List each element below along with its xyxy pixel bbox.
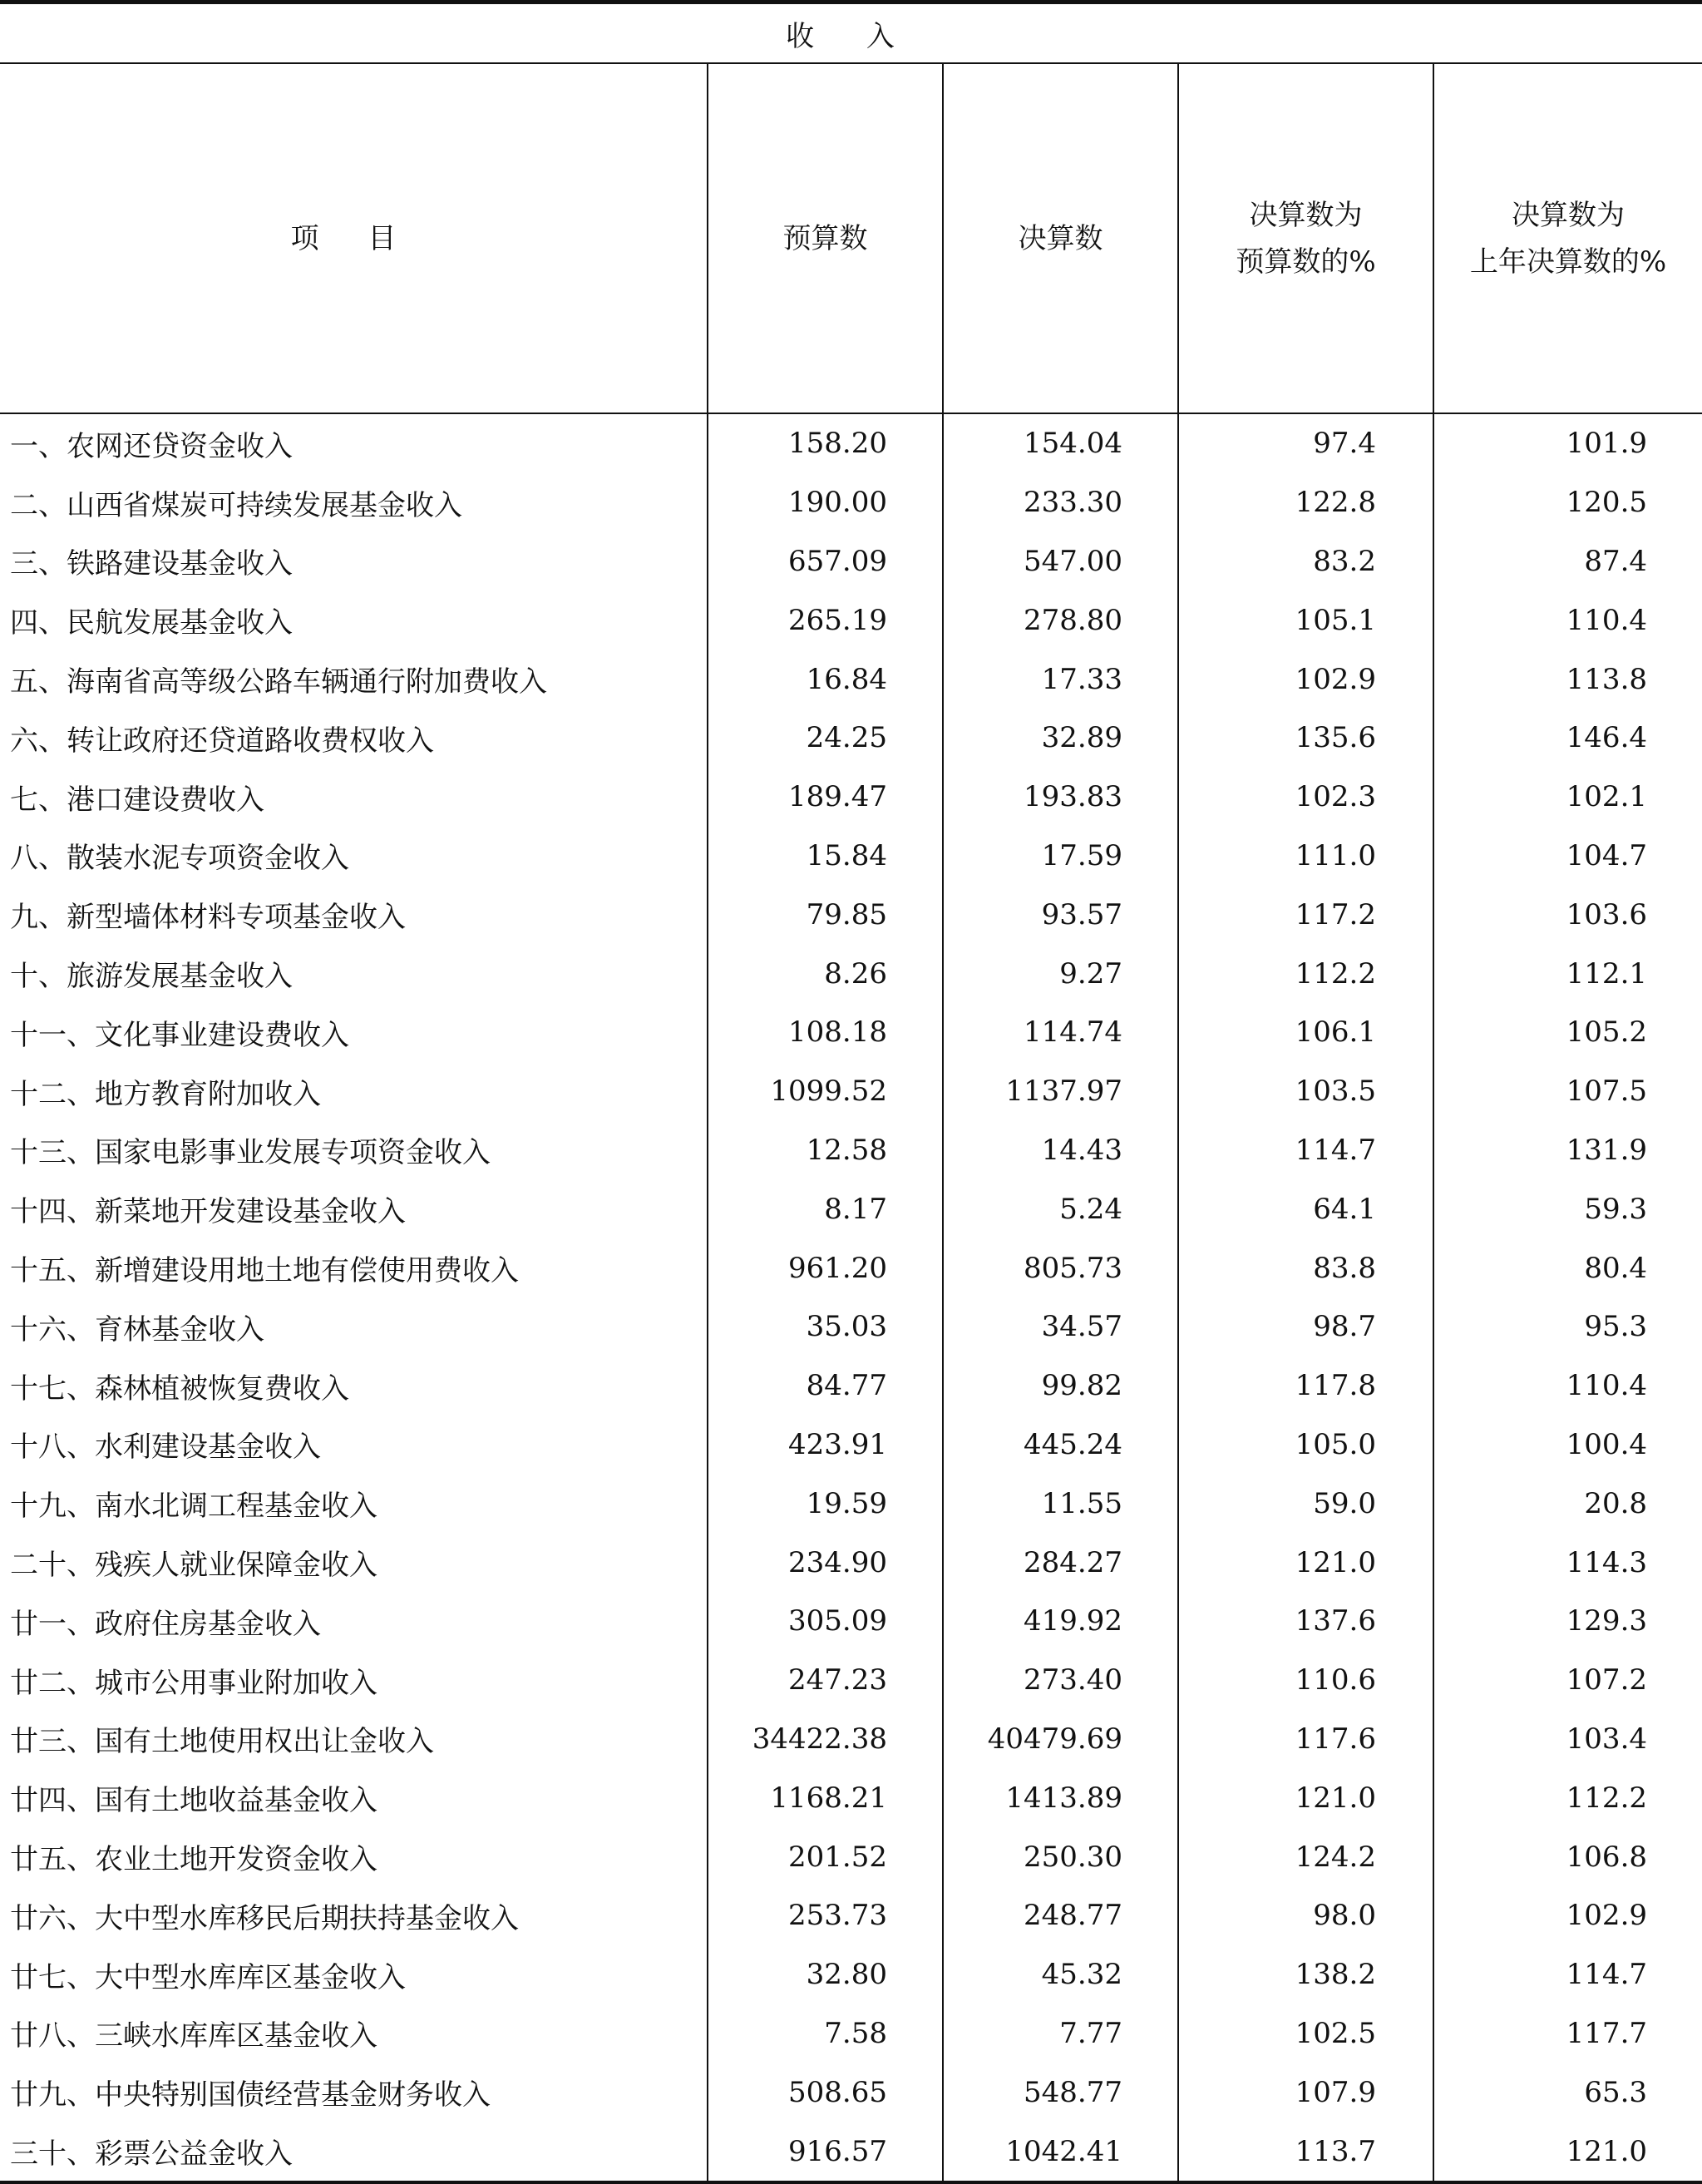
table-row [0, 1297, 1702, 1356]
cell-final: 14.43 [943, 1121, 1178, 1180]
cell-final: 114.74 [943, 1003, 1178, 1062]
table-row [0, 1945, 1702, 2004]
cell-pct-of-budget: 113.7 [1178, 2122, 1433, 2182]
cell-budget: 657.09 [708, 532, 943, 591]
table-title-row [0, 2, 1702, 64]
cell-item: 六、转让政府还贷道路收费权收入 [10, 724, 434, 758]
cell-final: 99.82 [943, 1356, 1178, 1416]
cell-final: 547.00 [943, 532, 1178, 591]
cell-pct-of-prev-year: 107.5 [1433, 1062, 1702, 1121]
cell-pct-of-budget: 135.6 [1178, 709, 1433, 768]
cell-budget: 15.84 [708, 827, 943, 886]
table-row [0, 1062, 1702, 1121]
cell-item: 三十、彩票公益金收入 [0, 2122, 708, 2182]
cell-pct-of-prev-year: 65.3 [1433, 2063, 1702, 2122]
table-row [0, 1356, 1702, 1416]
cell-budget: 265.19 [708, 590, 943, 650]
cell-pct-of-prev-year: 20.8 [1433, 1474, 1702, 1533]
cell-pct-of-budget: 111.0 [1178, 827, 1433, 886]
table-row [0, 1179, 1702, 1238]
cell-pct-of-prev-year: 59.3 [1433, 1179, 1702, 1238]
cell-pct-of-prev-year: 110.4 [1433, 1356, 1702, 1416]
cell-budget: 190.00 [708, 473, 943, 532]
cell-final: 40479.69 [943, 1710, 1178, 1769]
table-row [0, 885, 1702, 944]
cell-budget: 19.59 [708, 1474, 943, 1533]
cell-budget: 247.23 [708, 1651, 943, 1710]
cell-budget: 84.77 [708, 1356, 943, 1416]
cell-final: 5.24 [943, 1179, 1178, 1238]
cell-item: 一、农网还贷资金收入 [10, 429, 293, 463]
cell-budget: 8.17 [708, 1179, 943, 1238]
table-row [0, 1533, 1702, 1592]
cell-final: 9.27 [943, 944, 1178, 1003]
cell-budget: 189.47 [708, 768, 943, 827]
cell-pct-of-prev-year: 110.4 [1433, 590, 1702, 650]
cell-pct-of-prev-year: 114.3 [1433, 1533, 1702, 1592]
cell-item: 十八、水利建设基金收入 [10, 1430, 321, 1465]
cell-pct-of-prev-year: 146.4 [1433, 709, 1702, 768]
cell-pct-of-prev-year: 131.9 [1433, 1121, 1702, 1180]
cell-pct-of-prev-year: 102.9 [1433, 1886, 1702, 1945]
cell-pct-of-budget: 117.6 [1178, 1710, 1433, 1769]
cell-final: 11.55 [943, 1474, 1178, 1533]
cell-budget: 108.18 [708, 1003, 943, 1062]
cell-pct-of-budget: 110.6 [1178, 1651, 1433, 1710]
table-row [0, 2063, 1702, 2122]
cell-item: 十四、新菜地开发建设基金收入 [10, 1195, 406, 1229]
cell-pct-of-budget: 121.0 [1178, 1768, 1433, 1827]
cell-item: 廿五、农业土地开发资金收入 [10, 1843, 377, 1877]
cell-item: 十二、地方教育附加收入 [10, 1077, 321, 1111]
cell-final: 154.04 [943, 413, 1178, 473]
cell-pct-of-prev-year: 117.7 [1433, 2004, 1702, 2063]
cell-final: 93.57 [943, 885, 1178, 944]
cell-item: 廿六、大中型水库移民后期扶持基金收入 [10, 1901, 519, 1935]
cell-final: 1042.41 [943, 2122, 1178, 2182]
cell-pct-of-budget: 102.3 [1178, 768, 1433, 827]
cell-item: 廿七、大中型水库库区基金收入 [10, 1960, 406, 1994]
cell-budget: 1099.52 [708, 1062, 943, 1121]
cell-pct-of-prev-year: 114.7 [1433, 1945, 1702, 2004]
cell-final: 284.27 [943, 1533, 1178, 1592]
cell-budget: 234.90 [708, 1533, 943, 1592]
cell-item: 廿四、国有土地收益基金收入 [10, 1784, 377, 1818]
header-pct-of-prev-year-line-1: 决算数为 [1512, 198, 1625, 232]
cell-final: 445.24 [943, 1416, 1178, 1475]
cell-final: 17.33 [943, 650, 1178, 709]
table-row [0, 827, 1702, 886]
cell-budget: 34422.38 [708, 1710, 943, 1769]
cell-pct-of-prev-year: 112.2 [1433, 1768, 1702, 1827]
cell-pct-of-budget: 98.7 [1178, 1297, 1433, 1356]
cell-pct-of-budget: 114.7 [1178, 1121, 1433, 1180]
cell-pct-of-prev-year: 129.3 [1433, 1592, 1702, 1651]
cell-final: 1137.97 [943, 1062, 1178, 1121]
cell-final: 45.32 [943, 1945, 1178, 2004]
cell-final: 273.40 [943, 1651, 1178, 1710]
cell-pct-of-budget: 106.1 [1178, 1003, 1433, 1062]
cell-budget: 35.03 [708, 1297, 943, 1356]
header-pct-of-prev-year [1433, 63, 1702, 413]
table-row [0, 532, 1702, 591]
cell-budget: 253.73 [708, 1886, 943, 1945]
cell-item: 廿一、政府住房基金收入 [10, 1607, 321, 1641]
cell-item: 廿二、城市公用事业附加收入 [10, 1666, 377, 1700]
cell-item: 十六、育林基金收入 [10, 1312, 264, 1346]
header-pct-of-budget-line-2: 预算数的% [1236, 245, 1376, 279]
cell-item: 二十、残疾人就业保障金收入 [10, 1549, 377, 1583]
cell-final: 233.30 [943, 473, 1178, 532]
cell-budget: 201.52 [708, 1827, 943, 1886]
cell-item: 十九、南水北调工程基金收入 [10, 1490, 377, 1524]
table-row [0, 413, 1702, 473]
table-row [0, 1121, 1702, 1180]
cell-pct-of-budget: 105.1 [1178, 590, 1433, 650]
cell-pct-of-budget: 112.2 [1178, 944, 1433, 1003]
cell-item: 十三、国家电影事业发展专项资金收入 [10, 1136, 491, 1170]
header-final: 决算数 [943, 63, 1178, 413]
cell-final: 248.77 [943, 1886, 1178, 1945]
cell-item: 十五、新增建设用地土地有偿使用费收入 [10, 1254, 519, 1288]
cell-budget: 158.20 [708, 413, 943, 473]
cell-pct-of-prev-year: 103.4 [1433, 1710, 1702, 1769]
table-row [0, 650, 1702, 709]
cell-pct-of-budget: 64.1 [1178, 1179, 1433, 1238]
cell-pct-of-budget: 138.2 [1178, 1945, 1433, 2004]
cell-budget: 961.20 [708, 1238, 943, 1297]
cell-pct-of-prev-year: 113.8 [1433, 650, 1702, 709]
cell-item: 七、港口建设费收入 [10, 783, 264, 817]
cell-final: 548.77 [943, 2063, 1178, 2122]
cell-pct-of-prev-year: 95.3 [1433, 1297, 1702, 1356]
table-title: 收 入 [0, 2, 1702, 64]
cell-final: 34.57 [943, 1297, 1178, 1356]
cell-pct-of-prev-year: 120.5 [1433, 473, 1702, 532]
cell-pct-of-prev-year: 105.2 [1433, 1003, 1702, 1062]
table-row [0, 1768, 1702, 1827]
table-row [0, 1886, 1702, 1945]
table-row [0, 2122, 1702, 2182]
table-row [0, 1827, 1702, 1886]
cell-budget: 916.57 [708, 2122, 943, 2182]
cell-pct-of-budget: 105.0 [1178, 1416, 1433, 1475]
cell-budget: 1168.21 [708, 1768, 943, 1827]
cell-pct-of-prev-year: 104.7 [1433, 827, 1702, 886]
cell-pct-of-prev-year: 112.1 [1433, 944, 1702, 1003]
cell-budget: 7.58 [708, 2004, 943, 2063]
header-pct-of-budget-line-1: 决算数为 [1249, 198, 1363, 232]
table-row [0, 944, 1702, 1003]
cell-item: 十一、文化事业建设费收入 [10, 1018, 349, 1052]
cell-pct-of-budget: 117.2 [1178, 885, 1433, 944]
cell-pct-of-prev-year: 103.6 [1433, 885, 1702, 944]
cell-final: 250.30 [943, 1827, 1178, 1886]
cell-pct-of-budget: 107.9 [1178, 2063, 1433, 2122]
cell-pct-of-budget: 122.8 [1178, 473, 1433, 532]
cell-final: 193.83 [943, 768, 1178, 827]
cell-item: 廿八、三峡水库库区基金收入 [10, 2019, 377, 2053]
cell-pct-of-prev-year: 80.4 [1433, 1238, 1702, 1297]
cell-final: 805.73 [943, 1238, 1178, 1297]
cell-final: 7.77 [943, 2004, 1178, 2063]
cell-pct-of-prev-year: 100.4 [1433, 1416, 1702, 1475]
cell-pct-of-budget: 102.9 [1178, 650, 1433, 709]
cell-budget: 32.80 [708, 1945, 943, 2004]
cell-item: 三、铁路建设基金收入 [10, 547, 293, 581]
cell-budget: 79.85 [708, 885, 943, 944]
table-row [0, 709, 1702, 768]
cell-pct-of-prev-year: 102.1 [1433, 768, 1702, 827]
cell-item: 五、海南省高等级公路车辆通行附加费收入 [10, 665, 547, 699]
cell-pct-of-budget: 97.4 [1178, 413, 1433, 473]
cell-pct-of-prev-year: 106.8 [1433, 1827, 1702, 1886]
cell-pct-of-budget: 124.2 [1178, 1827, 1433, 1886]
table-row [0, 590, 1702, 650]
header-pct-of-prev-year-line-2: 上年决算数的% [1469, 245, 1667, 279]
table-row [0, 1592, 1702, 1651]
cell-pct-of-prev-year: 121.0 [1433, 2122, 1702, 2182]
table-row [0, 473, 1702, 532]
header-item: 项 目 [0, 63, 708, 413]
table-row [0, 768, 1702, 827]
cell-pct-of-budget: 137.6 [1178, 1592, 1433, 1651]
cell-final: 1413.89 [943, 1768, 1178, 1827]
table-row [0, 1238, 1702, 1297]
cell-item: 十七、森林植被恢复费收入 [10, 1371, 349, 1406]
cell-budget: 24.25 [708, 709, 943, 768]
cell-item: 廿九、中央特别国债经营基金财务收入 [10, 2078, 491, 2112]
cell-pct-of-budget: 83.2 [1178, 532, 1433, 591]
cell-pct-of-budget: 117.8 [1178, 1356, 1433, 1416]
cell-budget: 16.84 [708, 650, 943, 709]
cell-budget: 305.09 [708, 1592, 943, 1651]
cell-budget: 508.65 [708, 2063, 943, 2122]
cell-pct-of-budget: 59.0 [1178, 1474, 1433, 1533]
cell-item: 八、散装水泥专项资金收入 [10, 842, 349, 876]
table-row [0, 2004, 1702, 2063]
cell-budget: 12.58 [708, 1121, 943, 1180]
header-pct-of-budget [1178, 63, 1433, 413]
cell-pct-of-budget: 83.8 [1178, 1238, 1433, 1297]
cell-item: 九、新型墙体材料专项基金收入 [10, 901, 406, 935]
table-row [0, 1003, 1702, 1062]
table-row [0, 1416, 1702, 1475]
cell-pct-of-budget: 102.5 [1178, 2004, 1433, 2063]
cell-budget: 423.91 [708, 1416, 943, 1475]
cell-item: 四、民航发展基金收入 [10, 606, 293, 640]
cell-final: 278.80 [943, 590, 1178, 650]
table-row [0, 1474, 1702, 1533]
cell-pct-of-budget: 103.5 [1178, 1062, 1433, 1121]
cell-pct-of-prev-year: 101.9 [1433, 413, 1702, 473]
cell-item: 廿三、国有土地使用权出让金收入 [10, 1725, 434, 1759]
column-header-row [0, 63, 1702, 413]
cell-pct-of-budget: 98.0 [1178, 1886, 1433, 1945]
cell-final: 419.92 [943, 1592, 1178, 1651]
table-body [0, 413, 1702, 2182]
table-row [0, 1651, 1702, 1710]
cell-item: 十、旅游发展基金收入 [10, 960, 293, 994]
cell-pct-of-prev-year: 107.2 [1433, 1651, 1702, 1710]
cell-budget: 8.26 [708, 944, 943, 1003]
header-budget: 预算数 [708, 63, 943, 413]
cell-pct-of-budget: 121.0 [1178, 1533, 1433, 1592]
cell-pct-of-prev-year: 87.4 [1433, 532, 1702, 591]
table-row [0, 1710, 1702, 1769]
cell-final: 17.59 [943, 827, 1178, 886]
cell-item: 二、山西省煤炭可持续发展基金收入 [10, 488, 462, 522]
cell-final: 32.89 [943, 709, 1178, 768]
